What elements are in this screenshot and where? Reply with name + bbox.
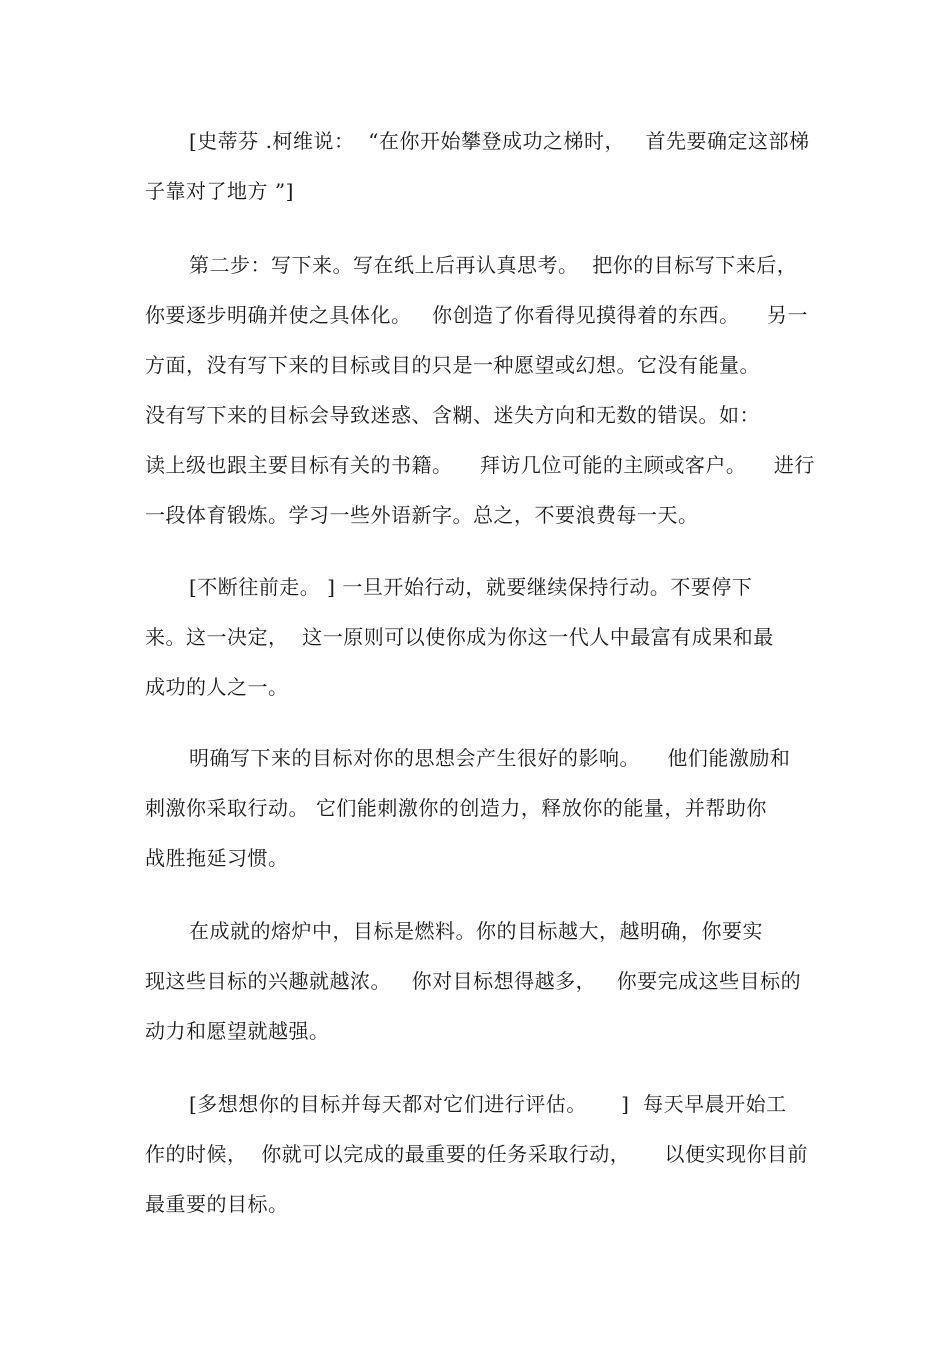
text-line: 来。这一决定， 这一原则可以使你成为你这一代人中最富有成果和最 bbox=[145, 625, 774, 649]
text-line: 读上级也跟主要目标有关的书籍。 拜访几位可能的主顾或客户。 进行 bbox=[145, 453, 815, 477]
text-line: [不断往前走。 ] 一旦开始行动，就要继续保持行动。不要停下 bbox=[189, 575, 753, 599]
text-line: [史蒂芬 .柯维说： “在你开始攀登成功之梯时， 首先要确定这部梯 bbox=[189, 129, 810, 153]
text-line: 方面，没有写下来的目标或目的只是一种愿望或幻想。它没有能量。 bbox=[145, 353, 760, 377]
text-line: 刺激你采取行动。 它们能刺激你的创造力，释放你的能量，并帮助你 bbox=[145, 796, 767, 820]
text-line: 在成就的熔炉中，目标是燃料。你的目标越大，越明确，你要实 bbox=[189, 919, 763, 943]
text-line: 现这些目标的兴趣就越浓。 你对目标想得越多， 你要完成这些目标的 bbox=[145, 969, 802, 993]
text-line: 你要逐步明确并使之具体化。 你创造了你看得见摸得着的东西。 另一 bbox=[145, 303, 809, 327]
text-line: 最重要的目标。 bbox=[145, 1192, 289, 1216]
text-line: 没有写下来的目标会导致迷惑、含糊、迷失方向和无数的错误。如： bbox=[145, 403, 760, 427]
text-line: [多想想你的目标并每天都对它们进行评估。 ] 每天早晨开始工 bbox=[189, 1092, 787, 1116]
text-line: 第二步：写下来。写在纸上后再认真思考。 把你的目标写下来后， bbox=[189, 253, 798, 277]
text-line: 动力和愿望就越强。 bbox=[145, 1019, 330, 1043]
text-line: 明确写下来的目标对你的思想会产生很好的影响。 他们能激励和 bbox=[189, 746, 791, 770]
text-line: 作的时候， 你就可以完成的最重要的任务采取行动， 以便实现你目前 bbox=[145, 1142, 809, 1166]
text-line: 一段体育锻炼。学习一些外语新字。总之，不要浪费每一天。 bbox=[145, 503, 699, 527]
text-line: 成功的人之一。 bbox=[145, 675, 289, 699]
text-line: 战胜拖延习惯。 bbox=[145, 846, 289, 870]
text-line: 子靠对了地方 ”] bbox=[145, 179, 294, 203]
